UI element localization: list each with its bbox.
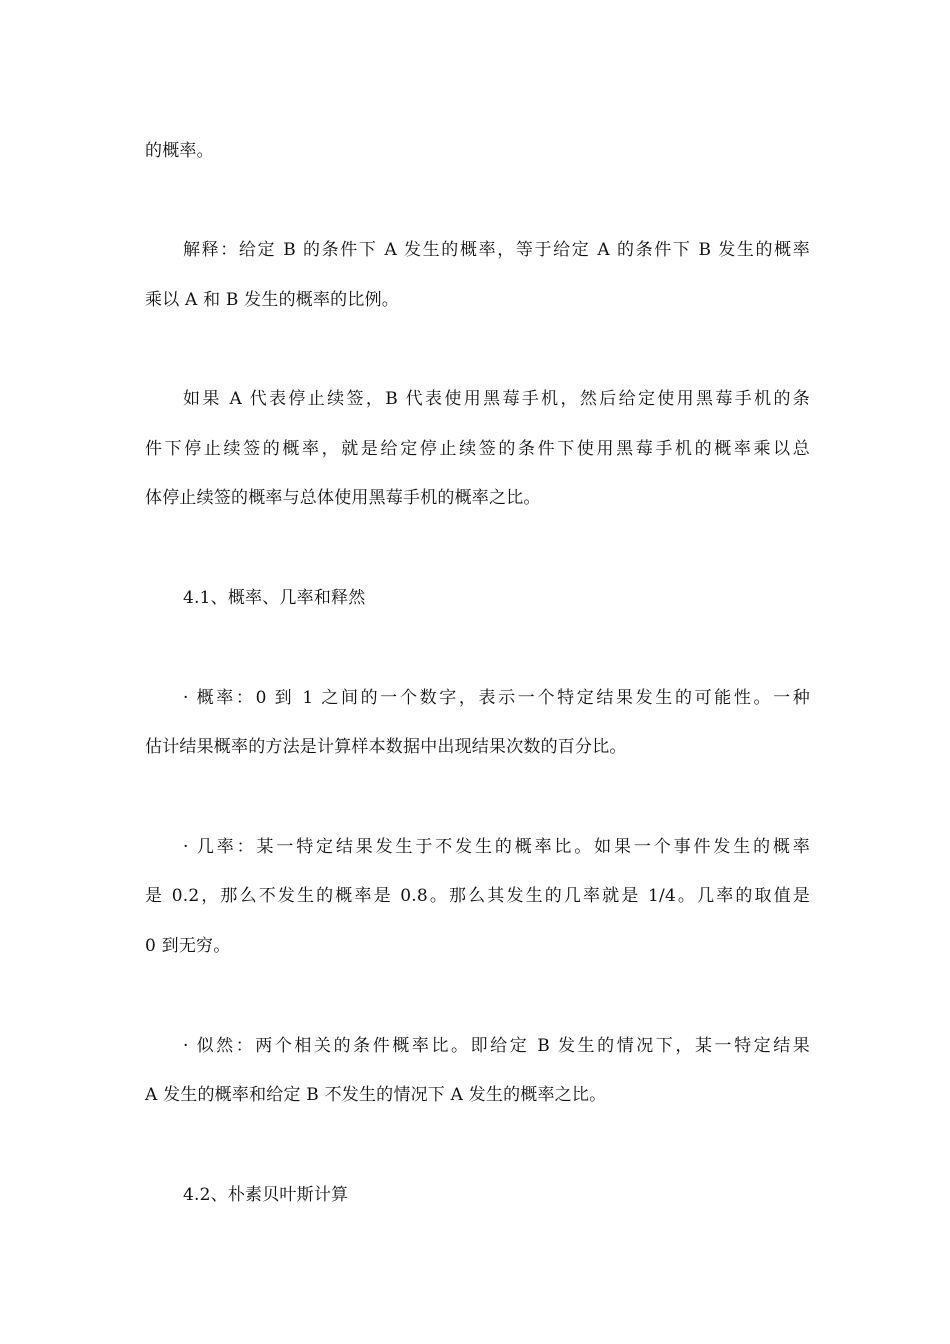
- text-line-5: 件下停止续签的概率，就是给定停止续签的条件下使用黑莓手机的概率乘以总: [145, 439, 810, 459]
- text-line-13: · 似然：两个相关的条件概率比。即给定 B 发生的情况下，某一特定结果: [183, 1036, 810, 1056]
- section-heading-4-1: 4.1、概率、几率和释然: [183, 588, 366, 608]
- section-heading-4-2: 4.2、朴素贝叶斯计算: [183, 1185, 349, 1205]
- text-line-12: 0 到无穷。: [145, 936, 231, 956]
- text-line-2: 解释：给定 B 的条件下 A 发生的概率，等于给定 A 的条件下 B 发生的概率: [183, 240, 810, 260]
- text-line-8: · 概率：0 到 1 之间的一个数字，表示一个特定结果发生的可能性。一种: [183, 688, 810, 708]
- text-line-4: 如果 A 代表停止续签，B 代表使用黑莓手机，然后给定使用黑莓手机的条: [183, 389, 810, 409]
- text-line-3: 乘以 A 和 B 发生的概率的比例。: [145, 290, 399, 310]
- text-line-9: 估计结果概率的方法是计算样本数据中出现结果次数的百分比。: [145, 737, 627, 757]
- text-line-6: 体停止续签的概率与总体使用黑莓手机的概率之比。: [145, 488, 541, 508]
- text-line-14: A 发生的概率和给定 B 不发生的情况下 A 发生的概率之比。: [145, 1085, 607, 1105]
- text-line-10: · 几率：某一特定结果发生于不发生的概率比。如果一个事件发生的概率: [183, 837, 810, 857]
- text-line-11: 是 0.2，那么不发生的概率是 0.8。那么其发生的几率就是 1/4。几率的取值是: [145, 886, 810, 906]
- text-line-1: 的概率。: [145, 141, 214, 161]
